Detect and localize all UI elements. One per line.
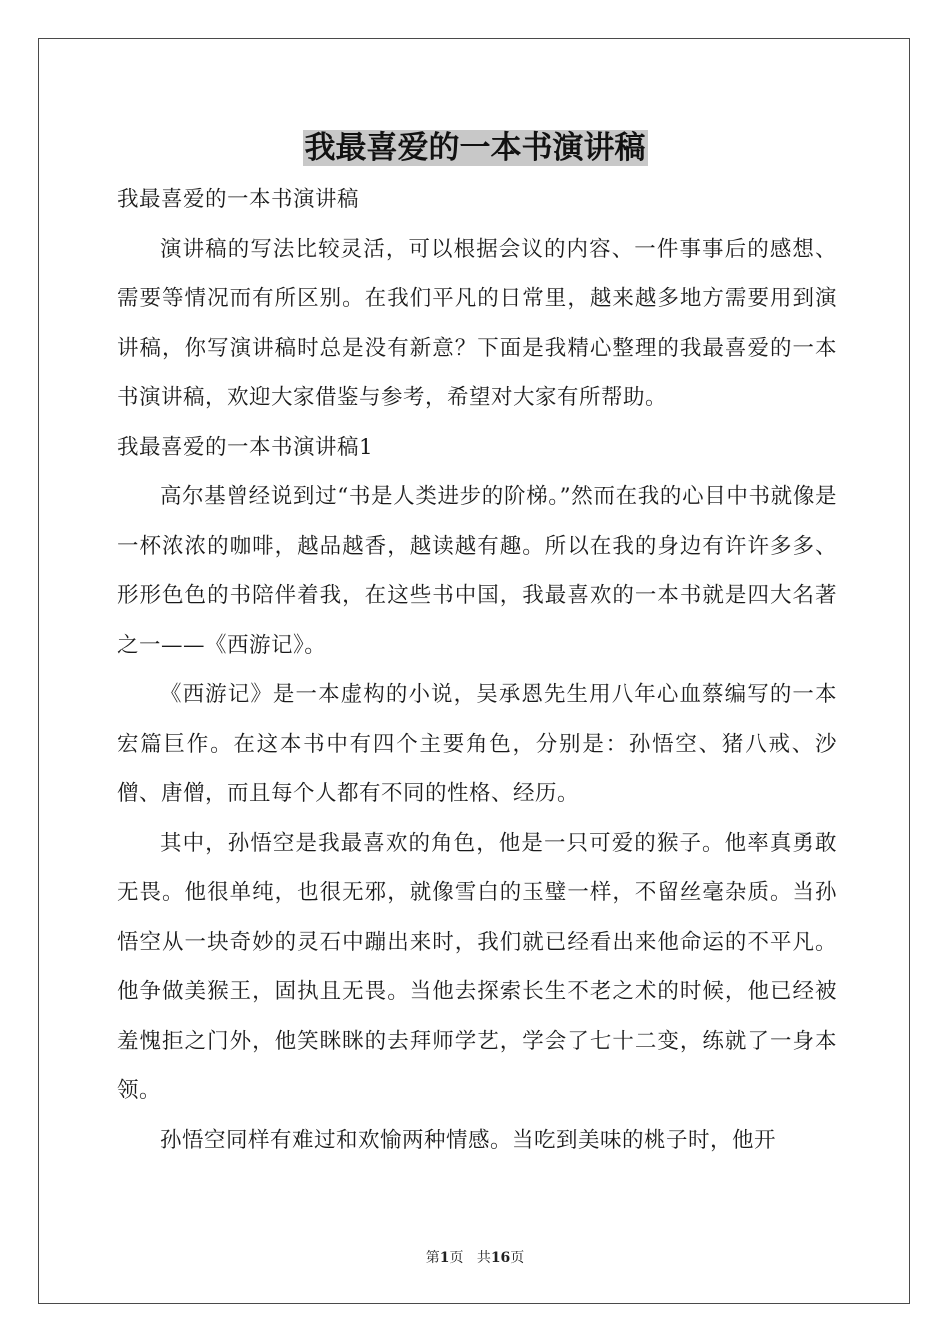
- page-footer: [0, 1247, 950, 1267]
- document-body: [117, 175, 837, 1165]
- footer-total-prefix: 共: [476, 1250, 491, 1266]
- paragraph-subtitle: 我最喜爱的一本书演讲稿: [117, 187, 360, 212]
- paragraph-body-4: 孙悟空同样有难过和欢愉两种情感。当吃到美味的桃子时，他开: [160, 1127, 777, 1153]
- paragraph-body-2: 《西游记》是一本虚构的小说，吴承恩先生用八年心血蔡编写的一本宏篇巨作。在这本书中有四个主要角色，分别是：孙悟空、猪八戒、沙僧、唐僧，而且每个人都有不同的性格、经历。: [117, 682, 837, 806]
- footer-page-total: 16: [490, 1250, 511, 1266]
- footer-page-suffix: 页: [449, 1250, 464, 1266]
- footer-total-suffix: 页: [510, 1250, 525, 1266]
- paragraph-section-heading: 我最喜爱的一本书演讲稿1: [117, 434, 374, 460]
- paragraph-body-3: 其中，孙悟空是我最喜欢的角色，他是一只可爱的猴子。他率真勇敢无畏。他很单纯，也很无邪，就像雪白的玉璧一样，不留丝毫杂质。当孙悟空从一块奇妙的灵石中蹦出来时，我们就已经看出来他命运的不平凡。他争做美猴王，固执且无畏。当他去探索长生不老之术的时候，他已经被羞愧拒之门外，他笑眯眯的去拜师学艺，学会了七十二变，练就了一身本领。: [117, 830, 837, 1103]
- paragraph-intro: 演讲稿的写法比较灵活，可以根据会议的内容、一件事事后的感想、需要等情况而有所区别。在我们平凡的日常里，越来越多地方需要用到演讲稿，你写演讲稿时总是没有新意？下面是我精心整理的我最喜爱的一本书演讲稿，欢迎大家借鉴与参考，希望对大家有所帮助。: [117, 236, 837, 410]
- document-title-text: 我最喜爱的一本书演讲稿: [304, 130, 646, 166]
- paragraph-body-1: 高尔基曾经说到过“书是人类进步的阶梯。”然而在我的心目中书就像是一杯浓浓的咖啡，越品越香，越读越有趣。所以在我的身边有许许多多、形形色色的书陪伴着我，在这些书中国，我最喜欢的一本书就是四大名著之一——《西游记》。: [117, 484, 837, 658]
- footer-page-prefix: 第: [425, 1250, 440, 1266]
- footer-page-current: 1: [439, 1250, 450, 1266]
- document-title: [0, 126, 950, 170]
